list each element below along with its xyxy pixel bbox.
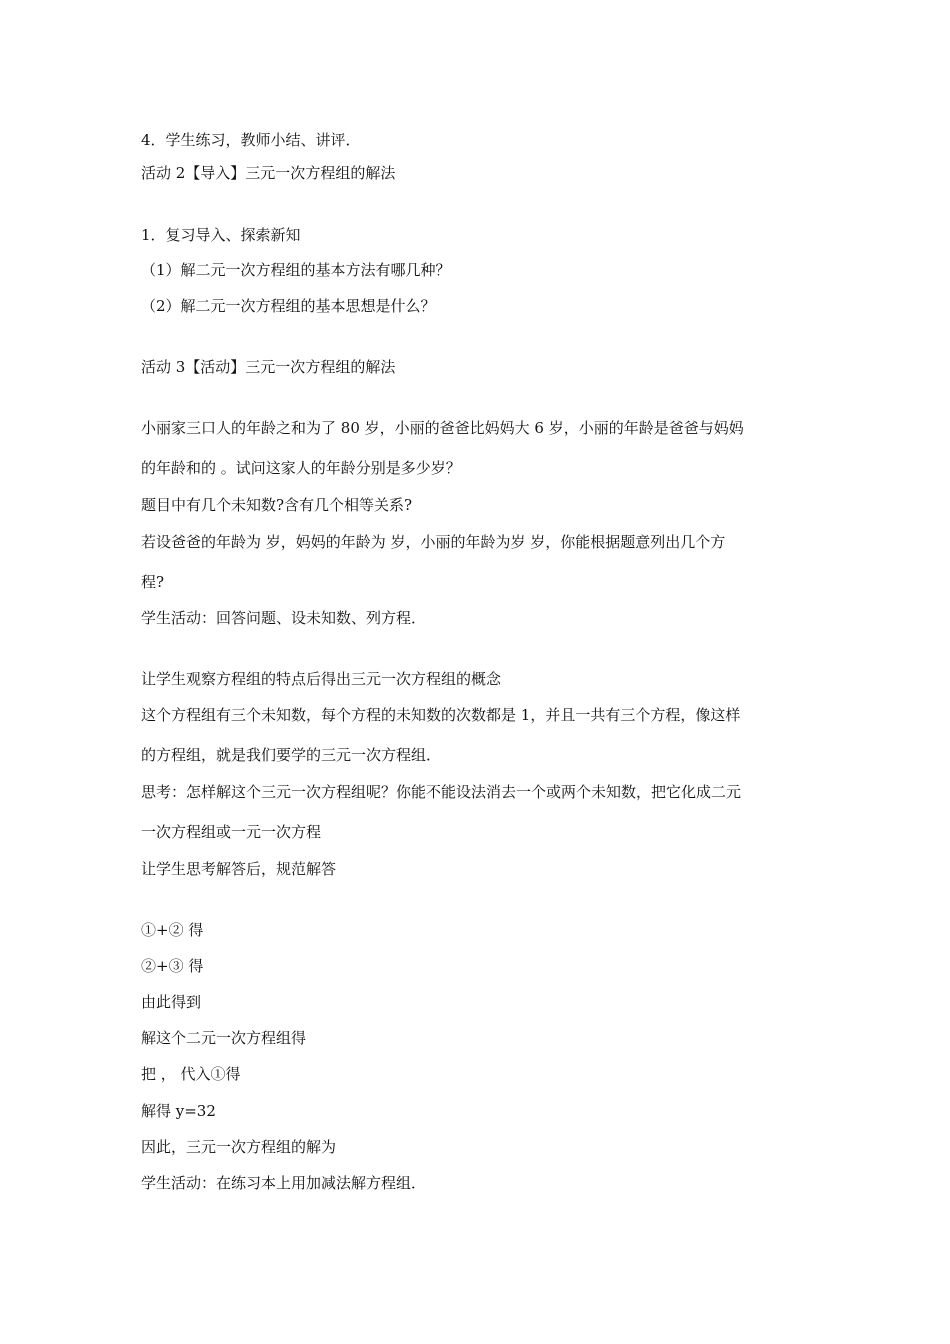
section-heading: 活动 2【导入】三元一次方程组的解法 <box>141 164 396 182</box>
text-line: 这个方程组有三个未知数，每个方程的未知数的次数都是 1，并且一共有三个方程，像这样 <box>141 706 741 724</box>
text-line: 学生活动：回答问题、设未知数、列方程． <box>141 609 427 627</box>
text-line: 因此，三元一次方程组的解为 <box>141 1138 337 1156</box>
text-line: 4．学生练习，教师小结、讲评． <box>141 131 361 149</box>
text-line: 小丽家三口人的年龄之和为了 80 岁，小丽的爸爸比妈妈大 6 岁，小丽的年龄是爸爸与妈妈 <box>141 419 744 437</box>
text-line: 的方程组，就是我们要学的三元一次方程组． <box>141 746 442 764</box>
text-line: 一次方程组或一元一次方程 <box>141 823 322 841</box>
text-line: 让学生观察方程组的特点后得出三元一次方程组的概念 <box>141 670 502 688</box>
text-line: 的年龄和的 。试问这家人的年龄分别是多少岁？ <box>141 459 461 477</box>
text-line: 程? <box>141 573 165 591</box>
question-item: （1）解二元一次方程组的基本方法有哪几种？ <box>141 261 451 279</box>
text-line: 解得 y=32 <box>141 1102 216 1120</box>
question-item: （2）解二元一次方程组的基本思想是什么？ <box>141 297 436 315</box>
text-line: 题目中有几个未知数?含有几个相等关系? <box>141 496 413 514</box>
text-line: 由此得到 <box>141 993 202 1011</box>
text-line: 学生活动：在练习本上用加减法解方程组． <box>141 1174 427 1192</box>
text-line: 思考：怎样解这个三元一次方程组呢？你能不能设法消去一个或两个未知数，把它化成二元 <box>141 783 742 801</box>
section-heading: 活动 3【活动】三元一次方程组的解法 <box>141 358 396 376</box>
text-line: ②+③ 得 <box>141 957 204 975</box>
text-line: ①+② 得 <box>141 921 204 939</box>
text-line: 让学生思考解答后，规范解答 <box>141 860 337 878</box>
text-line: 解这个二元一次方程组得 <box>141 1029 307 1047</box>
text-line: 若设爸爸的年龄为 岁，妈妈的年龄为 岁，小丽的年龄为岁 岁，你能根据题意列出几个方 <box>141 533 726 551</box>
text-line: 把 ， 代入①得 <box>141 1065 241 1083</box>
text-line: 1．复习导入、探索新知 <box>141 226 301 244</box>
